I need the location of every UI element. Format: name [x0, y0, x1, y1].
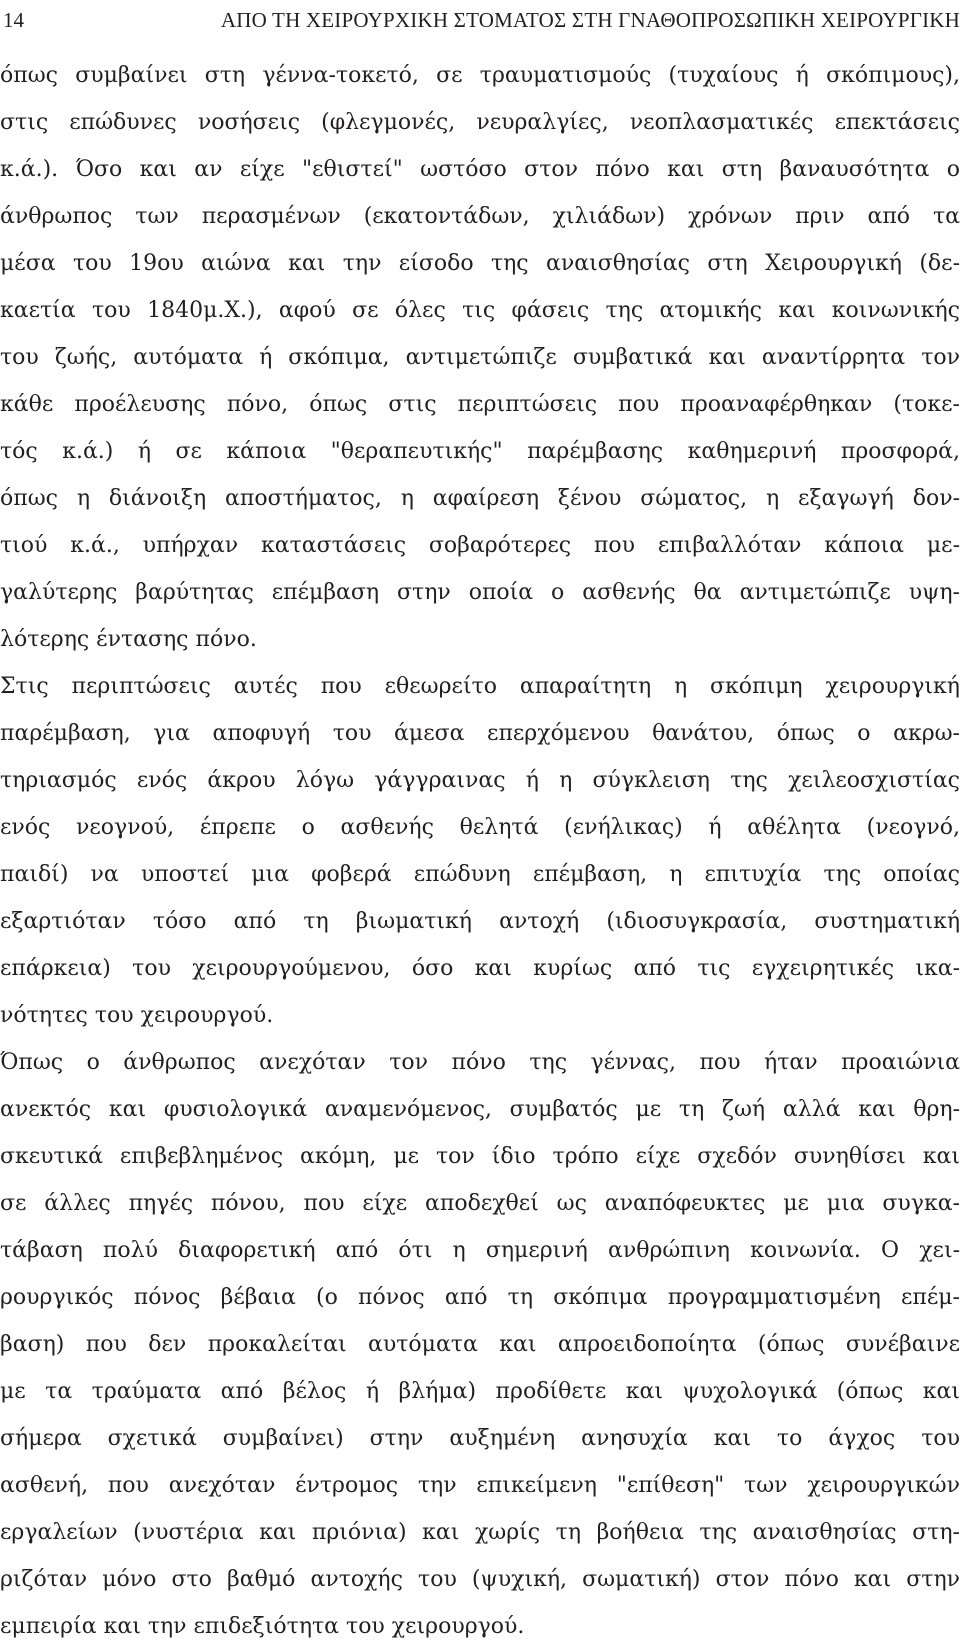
paragraph-end-line: λότερης έντασης πόνο.: [0, 627, 257, 652]
text-line: εργαλείων (νυστέρια και πριόνια) και χωρίς τη βοήθεια της αναισθησίας στη-: [0, 1520, 960, 1545]
text-line: παρέμβαση, για αποφυγή του άμεσα επερχόμενου θανάτου, όπως ο ακρω-: [0, 721, 960, 746]
text-line: εξαρτιόταν τόσο από τη βιωματική αντοχή (ιδιοσυγκρασία, συστηματική: [0, 909, 960, 934]
text-line: άνθρωπος των περασμένων (εκατοντάδων, χιλιάδων) χρόνων πριν από τα: [0, 204, 960, 229]
text-line: επάρκεια) του χειρουργούμενου, όσο και κυρίως από τις εγχειρητικές ικα-: [0, 956, 960, 981]
body-text: [0, 52, 960, 1650]
paragraph-end-line: εμπειρία και την επιδεξιότητα του χειρουργού.: [0, 1614, 525, 1639]
text-line: ανεκτός και φυσιολογικά αναμενόμενος, συμβατός με τη ζωή αλλά και θρη-: [0, 1097, 960, 1122]
text-line: κ.ά.). Όσο και αν είχε "εθιστεί" ωστόσο στον πόνο και στη βαναυσότητα ο: [0, 157, 960, 182]
text-line: Όπως ο άνθρωπος ανεχόταν τον πόνο της γέννας, που ήταν προαιώνια: [0, 1050, 960, 1075]
running-title: ΑΠΟ ΤΗ ΧΕΙΡΟΥΡΧΙΚΗ ΣΤΟΜΑΤΟΣ ΣΤΗ ΓΝΑΘΟΠΡΟΣΩΠΙΚΗ ΧΕΙΡΟΥΡΓΙΚΗ: [220, 8, 960, 32]
text-line: ασθενή, που ανεχόταν έντρομος την επικείμενη "επίθεση" των χειρουργικών: [0, 1473, 960, 1498]
text-line: ρουργικός πόνος βέβαια (ο πόνος από τη σκόπιμα προγραμματισμένη επέμ-: [0, 1285, 960, 1310]
text-line: καετία του 1840μ.Χ.), αφού σε όλες τις φάσεις της ατομικής και κοινωνικής: [0, 298, 960, 323]
text-line: στις επώδυνες νοσήσεις (φλεγμονές, νευραλγίες, νεοπλασματικές επεκτάσεις: [0, 110, 960, 135]
text-line: σκευτικά επιβεβλημένος ακόμη, με τον ίδιο τρόπο είχε σχεδόν συνηθίσει και: [0, 1144, 960, 1169]
text-line: τηριασμός ενός άκρου λόγω γάγγραινας ή η σύγκλειση της χειλεοσχιστίας: [0, 768, 960, 793]
text-line: τάβαση πολύ διαφορετική από ότι η σημερινή ανθρώπινη κοινωνία. Ο χει-: [0, 1238, 960, 1263]
text-line: όπως η διάνοιξη αποστήματος, η αφαίρεση ξένου σώματος, η εξαγωγή δον-: [0, 486, 960, 511]
text-line: του ζωής, αυτόματα ή σκόπιμα, αντιμετώπιζε συμβατικά και αναντίρρητα τον: [0, 345, 960, 370]
paragraph-end-line: νότητες του χειρουργού.: [0, 1003, 274, 1028]
text-line: Στις περιπτώσεις αυτές που εθεωρείτο απαραίτητη η σκόπιμη χειρουργική: [0, 674, 960, 699]
text-line: ριζόταν μόνο στο βαθμό αντοχής του (ψυχική, σωματική) στον πόνο και στην: [0, 1567, 960, 1592]
page-number: 14: [3, 8, 24, 32]
text-line: τός κ.ά.) ή σε κάποια "θεραπευτικής" παρέμβασης καθημερινή προσφορά,: [0, 439, 960, 464]
text-line: παιδί) να υποστεί μια φοβερά επώδυνη επέμβαση, η επιτυχία της οποίας: [0, 862, 960, 887]
text-line: με τα τραύματα από βέλος ή βλήμα) προδίθετε και ψυχολογικά (όπως και: [0, 1379, 960, 1404]
text-line: τιού κ.ά., υπήρχαν καταστάσεις σοβαρότερες που επιβαλλόταν κάποια με-: [0, 533, 960, 558]
text-line: κάθε προέλευσης πόνο, όπως στις περιπτώσεις που προαναφέρθηκαν (τοκε-: [0, 392, 960, 417]
text-line: βαση) που δεν προκαλείται αυτόματα και απροειδοποίητα (όπως συνέβαινε: [0, 1332, 960, 1357]
text-line: μέσα του 19ου αιώνα και την είσοδο της αναισθησίας στη Χειρουργική (δε-: [0, 251, 960, 276]
page-header: [3, 4, 960, 36]
text-line: όπως συμβαίνει στη γέννα-τοκετό, σε τραυματισμούς (τυχαίους ή σκόπιμους),: [0, 63, 960, 88]
text-line: γαλύτερης βαρύτητας επέμβαση στην οποία ο ασθενής θα αντιμετώπιζε υψη-: [0, 580, 960, 605]
text-line: σε άλλες πηγές πόνου, που είχε αποδεχθεί ως αναπόφευκτες με μια συγκα-: [0, 1191, 960, 1216]
text-line: σήμερα σχετικά συμβαίνει) στην αυξημένη ανησυχία και το άγχος του: [0, 1426, 960, 1451]
text-line: ενός νεογνού, έπρεπε ο ασθενής θελητά (ενήλικας) ή αθέλητα (νεογνό,: [0, 815, 960, 840]
